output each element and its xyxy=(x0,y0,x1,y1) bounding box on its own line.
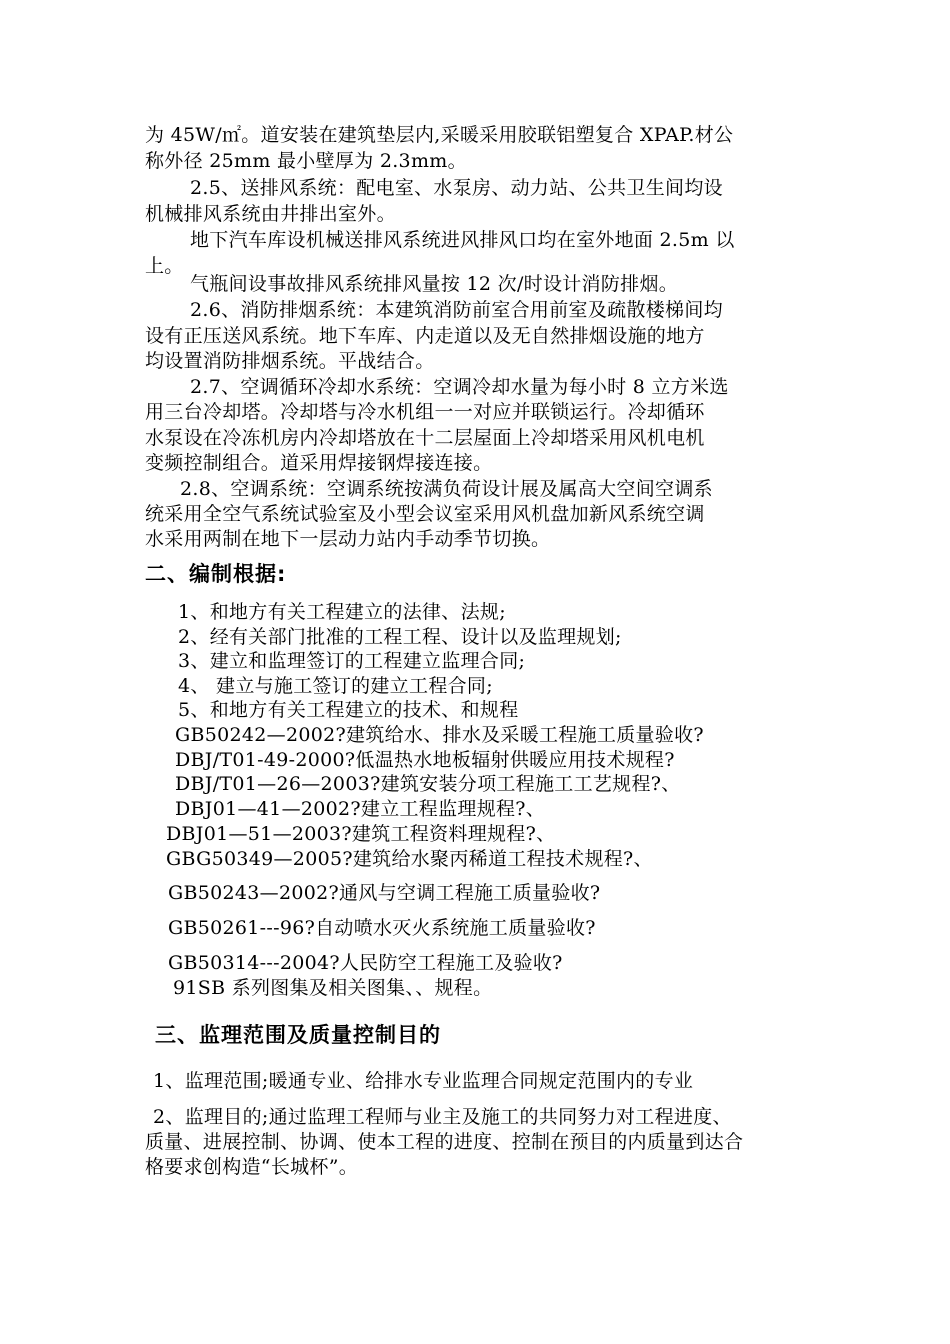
body-line: 地下汽车库设机械送排风系统进风排风口均在室外地面 2.5m 以 xyxy=(190,229,735,251)
standard-reference: GB50261---96?自动喷水灭火系统施工质量验收? xyxy=(168,917,596,939)
basis-item: 5、和地方有关工程建立的技术、和规程 xyxy=(178,699,519,721)
basis-item: 2、经有关部门批准的工程工程、设计以及监理规划; xyxy=(178,626,622,648)
scope-item: 质量、进展控制、协调、使本工程的进度、控制在预目的内质量到达合 xyxy=(145,1131,744,1153)
body-line: 2.5、送排风系统：配电室、水泵房、动力站、公共卫生间均设 xyxy=(190,177,723,199)
standard-reference: 91SB 系列图集及相关图集、、规程。 xyxy=(173,977,493,999)
section-heading-scope: 三、监理范围及质量控制目的 xyxy=(155,1023,441,1047)
body-line: 均设置消防排烟系统。平战结合。 xyxy=(145,350,435,372)
body-line: 为 45W/㎡。道安装在建筑垫层内,采暖采用胶联铝塑复合 XPAP.材公 xyxy=(145,124,734,146)
standard-reference: DBJ01—51—2003?建筑工程资料理规程?、 xyxy=(166,823,556,845)
scope-item: 2、监理目的;通过监理工程师与业主及施工的共同努力对工程进度、 xyxy=(153,1106,732,1128)
body-line: 上。 xyxy=(145,255,184,277)
body-line: 机械排风系统由井排出室外。 xyxy=(145,203,396,225)
basis-item: 1、和地方有关工程建立的法律、法规; xyxy=(178,601,506,623)
body-line: 水泵设在冷冻机房内冷却塔放在十二层屋面上冷却塔采用风机电机 xyxy=(145,427,705,449)
body-line: 2.8、空调系统：空调系统按满负荷设计展及属高大空间空调系 xyxy=(180,478,713,500)
body-line: 统采用全空气系统试验室及小型会议室采用风机盘加新风系统空调 xyxy=(145,503,705,525)
body-line: 变频控制组合。道采用焊接钢焊接连接。 xyxy=(145,452,493,474)
body-line: 气瓶间设事故排风系统排风量按 12 次/时设计消防排烟。 xyxy=(190,273,679,295)
standard-reference: GBG50349—2005?建筑给水聚丙稀道工程技术规程?、 xyxy=(166,848,653,870)
section-heading-basis: 二、编制根据: xyxy=(145,562,287,586)
standard-reference: GB50314---2004?人民防空工程施工及验收? xyxy=(168,952,563,974)
body-line: 2.7、空调循环冷却水系统：空调冷却水量为每小时 8 立方米选 xyxy=(190,376,729,398)
standard-reference: GB50242—2002?建筑给水、排水及采暖工程施工质量验收? xyxy=(175,724,704,746)
standard-reference: DBJ/T01—26—2003?建筑安装分项工程施工工艺规程?、 xyxy=(175,773,681,795)
basis-item: 3、建立和监理签订的工程建立监理合同; xyxy=(178,650,526,672)
standard-reference: DBJ/T01-49-2000?低温热水地板辐射供暖应用技术规程? xyxy=(175,749,675,771)
body-line: 设有正压送风系统。地下车库、内走道以及无自然排烟设施的地方 xyxy=(145,325,705,347)
body-line: 2.6、消防排烟系统：本建筑消防前室合用前室及疏散楼梯间均 xyxy=(190,299,723,321)
basis-item: 4、 建立与施工签订的建立工程合同; xyxy=(178,675,493,697)
body-line: 称外径 25mm 最小壁厚为 2.3mm。 xyxy=(145,150,467,172)
body-line: 用三台冷却塔。冷却塔与冷水机组一一对应并联锁运行。冷却循环 xyxy=(145,401,705,423)
body-line: 水采用两制在地下一层动力站内手动季节切换。 xyxy=(145,528,551,550)
standard-reference: DBJ01—41—2002?建立工程监理规程?、 xyxy=(175,798,546,820)
scope-item: 1、监理范围;暖通专业、给排水专业监理合同规定范围内的专业 xyxy=(153,1070,694,1092)
scope-item: 格要求创构造“长城杯”。 xyxy=(145,1156,359,1178)
standard-reference: GB50243—2002?通风与空调工程施工质量验收? xyxy=(168,882,601,904)
